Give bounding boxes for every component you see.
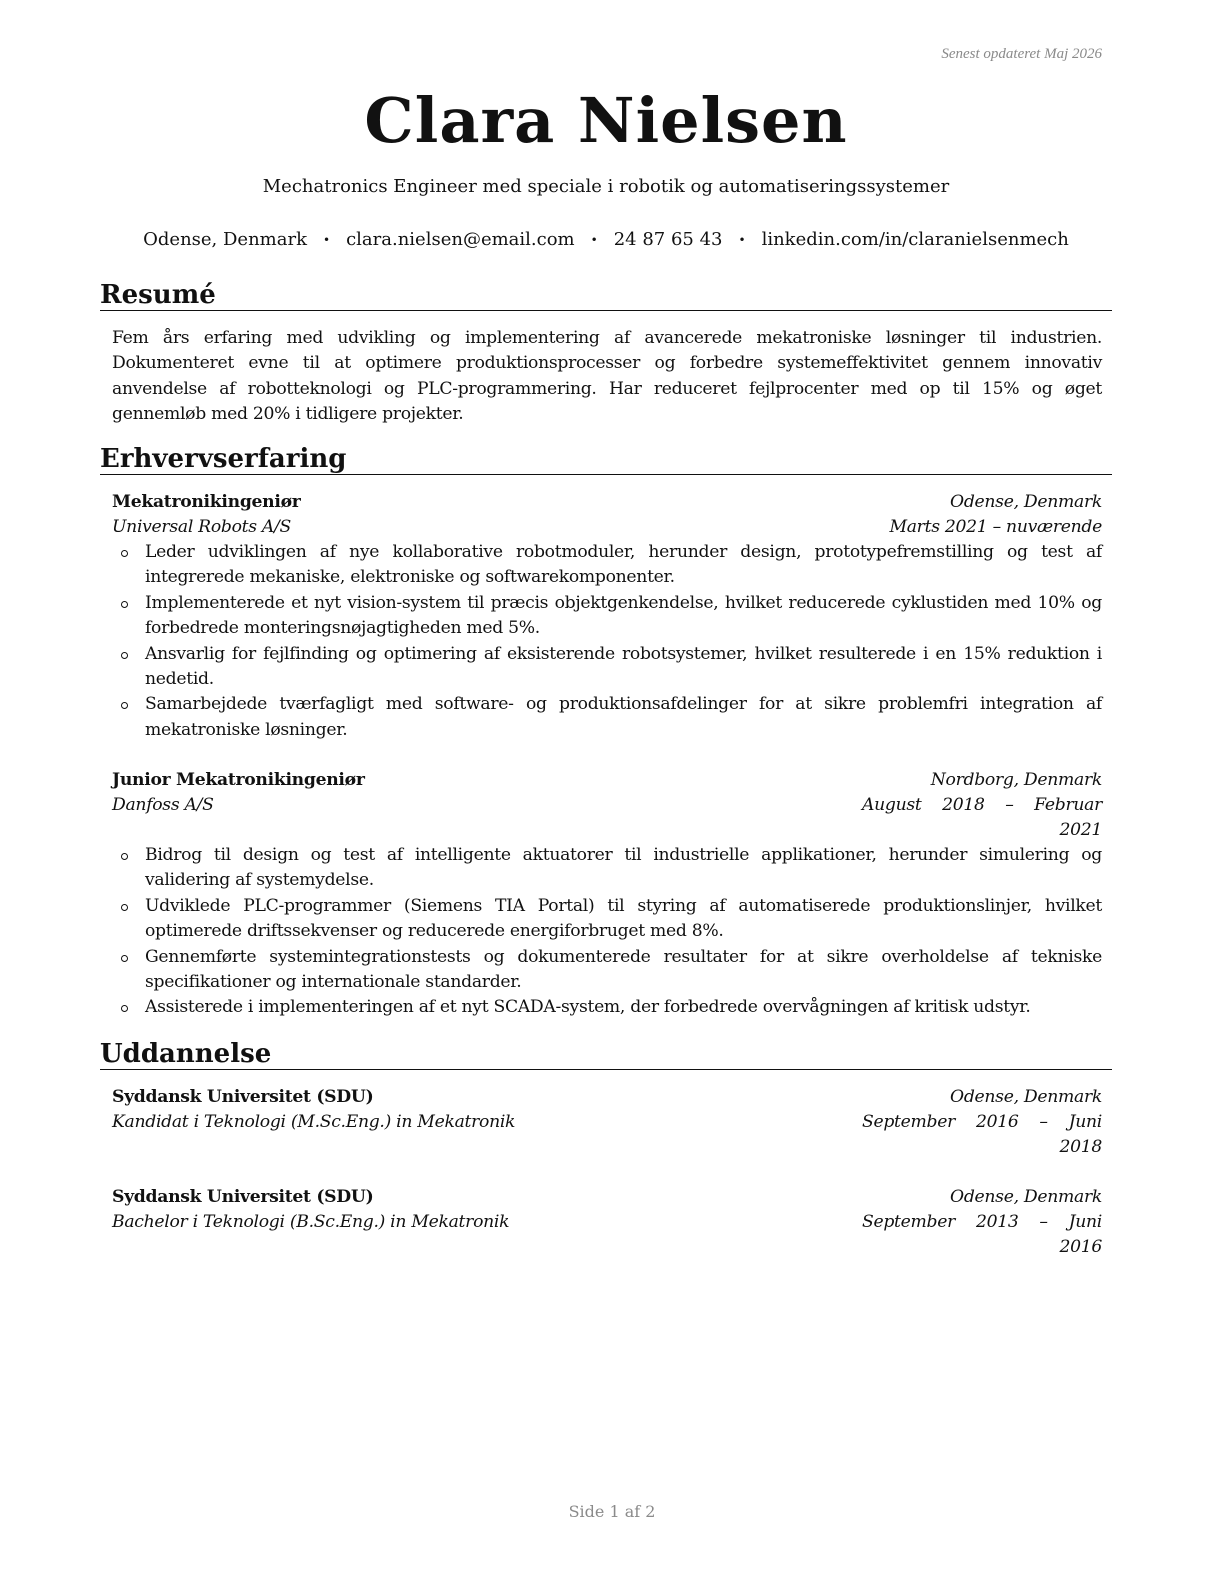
education-entry bbox=[112, 1185, 1102, 1260]
job-dates: August 2018 – Februar 2021 bbox=[862, 795, 1102, 840]
section-title-education: Uddannelse bbox=[100, 1039, 1112, 1070]
list-item: Assisterede i implementeringen af et nyt SCADA-system, der forbedrede overvågningen af kritisk udstyr. bbox=[112, 995, 1102, 1020]
job-role: Junior Mekatronikingeniør bbox=[112, 770, 365, 790]
job-entry bbox=[112, 490, 1102, 743]
job-location: Odense, Denmark bbox=[950, 492, 1102, 512]
circle-bullet-icon bbox=[121, 652, 128, 659]
education-dates: September 2016 – Juni 2018 bbox=[862, 1112, 1102, 1157]
job-bullets bbox=[112, 540, 1102, 743]
list-item: Bidrog til design og test af intelligente aktuatorer til industrielle applikationer, herunder simulering og validering af systemydelse. bbox=[112, 843, 1102, 894]
circle-bullet-icon bbox=[121, 1005, 128, 1012]
contact-line bbox=[100, 229, 1112, 250]
candidate-name: Clara Nielsen bbox=[364, 84, 848, 157]
job-location: Nordborg, Denmark bbox=[930, 770, 1102, 790]
school-location: Odense, Denmark bbox=[950, 1087, 1102, 1107]
resume-page bbox=[100, 0, 1112, 1584]
bullet-separator: • bbox=[738, 233, 746, 247]
section-title-experience: Erhvervserfaring bbox=[100, 444, 1112, 475]
school-name: Syddansk Universitet (SDU) bbox=[112, 1187, 374, 1207]
job-bullets bbox=[112, 843, 1102, 1021]
section-title-summary: Resumé bbox=[100, 280, 1112, 311]
last-updated: Senest opdateret Maj 2026 bbox=[941, 46, 1102, 62]
list-item: Gennemførte systemintegrationstests og dokumenterede resultater for at sikre overholdelse af tekniske specifikationer og internationale standarder. bbox=[112, 945, 1102, 996]
job-entry bbox=[112, 768, 1102, 1021]
list-item: Samarbejdede tværfagligt med software- og produktionsafdelinger for at sikre problemfri integration af mekatroniske løsninger. bbox=[112, 692, 1102, 743]
list-item: Ansvarlig for fejlfinding og optimering af eksisterende robotsystemer, hvilket resulterede i en 15% reduktion i nedetid. bbox=[112, 642, 1102, 693]
job-dates: Marts 2021 – nuværende bbox=[889, 517, 1102, 537]
list-item: Implementerede et nyt vision-system til præcis objektgenkendelse, hvilket reducerede cyklustiden med 10% og forbedrede monteringsnøjagtigheden med 5%. bbox=[112, 591, 1102, 642]
page-number: Side 1 af 2 bbox=[568, 1502, 656, 1521]
summary-text: Fem års erfaring med udvikling og implementering af avancerede mekatroniske løsninger til industrien. Dokumenteret evne til at optimere produktionsprocesser og forbedre systemeffektivitet gennem innovativ anvendelse af robotteknologi og PLC-programmering. Har reduceret fejlprocenter med op til 15% og øget gennemløb med 20% i tidligere projekter. bbox=[112, 328, 1102, 425]
list-item: Leder udviklingen af nye kollaborative robotmoduler, herunder design, prototypefremstilling og test af integrerede mekaniske, elektroniske og softwarekomponenter. bbox=[112, 540, 1102, 591]
degree-name: Kandidat i Teknologi (M.Sc.Eng.) in Mekatronik bbox=[112, 1112, 516, 1132]
job-company: Danfoss A/S bbox=[112, 795, 214, 815]
circle-bullet-icon bbox=[121, 955, 128, 962]
contact-linkedin[interactable]: linkedin.com/in/claranielsenmech bbox=[761, 229, 1069, 250]
job-role: Mekatronikingeniør bbox=[112, 492, 301, 512]
school-name: Syddansk Universitet (SDU) bbox=[112, 1087, 374, 1107]
tagline: Mechatronics Engineer med speciale i robotik og automatiseringssystemer bbox=[262, 176, 950, 197]
circle-bullet-icon bbox=[121, 904, 128, 911]
circle-bullet-icon bbox=[121, 601, 128, 608]
list-item: Udviklede PLC-programmer (Siemens TIA Portal) til styring af automatiserede produktionslinjer, hvilket optimerede driftssekvenser og reducerede energiforbruget med 8%. bbox=[112, 894, 1102, 945]
bullet-separator: • bbox=[590, 233, 598, 247]
job-company: Universal Robots A/S bbox=[112, 517, 291, 537]
contact-location: Odense, Denmark bbox=[143, 229, 307, 250]
circle-bullet-icon bbox=[121, 702, 128, 709]
contact-email[interactable]: clara.nielsen@email.com bbox=[346, 229, 575, 250]
bullet-separator: • bbox=[323, 233, 331, 247]
education-entry bbox=[112, 1085, 1102, 1160]
education-dates: September 2013 – Juni 2016 bbox=[862, 1212, 1102, 1257]
contact-phone: 24 87 65 43 bbox=[613, 229, 723, 250]
degree-name: Bachelor i Teknologi (B.Sc.Eng.) in Mekatronik bbox=[112, 1212, 510, 1232]
circle-bullet-icon bbox=[121, 853, 128, 860]
school-location: Odense, Denmark bbox=[950, 1187, 1102, 1207]
circle-bullet-icon bbox=[121, 550, 128, 557]
